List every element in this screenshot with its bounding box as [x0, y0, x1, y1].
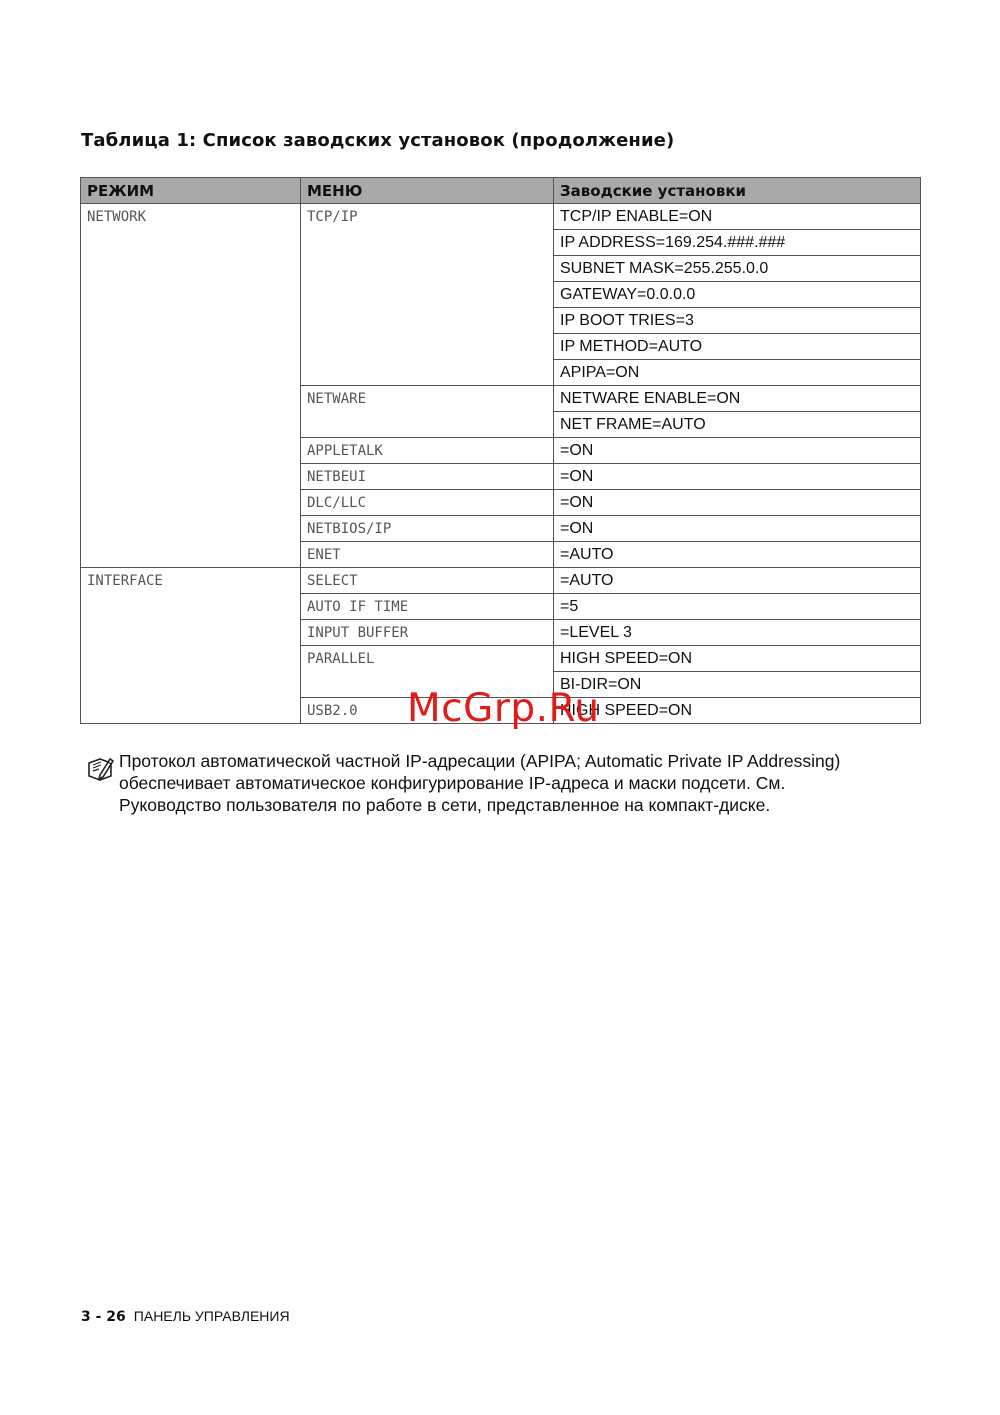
menu-cell-dlcllc: DLC/LLC: [301, 490, 554, 516]
value-cell: =AUTO: [554, 542, 921, 568]
value-cell: =LEVEL 3: [554, 620, 921, 646]
value-cell: =ON: [554, 516, 921, 542]
note-line: Руководство пользователя по работе в сети, представленное на компакт-диске.: [119, 795, 771, 815]
table-header-row: [81, 178, 921, 204]
value-cell: HIGH SPEED=ON: [554, 698, 921, 724]
table-title: Таблица 1: Список заводских установок (продолжение): [81, 130, 675, 151]
value-cell: NETWARE ENABLE=ON: [554, 386, 921, 412]
menu-cell-input-buffer: INPUT BUFFER: [301, 620, 554, 646]
menu-cell-appletalk: APPLETALK: [301, 438, 554, 464]
value-cell: BI-DIR=ON: [554, 672, 921, 698]
menu-cell-enet: ENET: [301, 542, 554, 568]
value-cell: IP BOOT TRIES=3: [554, 308, 921, 334]
value-cell: =ON: [554, 490, 921, 516]
header-factory-settings: Заводские установки: [554, 178, 921, 204]
menu-cell-netbeui: NETBEUI: [301, 464, 554, 490]
value-cell: SUBNET MASK=255.255.0.0: [554, 256, 921, 282]
header-mode: РЕЖИМ: [81, 178, 301, 204]
value-cell: =ON: [554, 464, 921, 490]
table-row: [81, 568, 921, 594]
menu-cell-netware: NETWARE: [301, 386, 554, 438]
menu-cell-netbios: NETBIOS/IP: [301, 516, 554, 542]
value-cell: APIPA=ON: [554, 360, 921, 386]
menu-cell-tcpip: TCP/IP: [301, 204, 554, 386]
note-pencil-icon: [86, 754, 114, 782]
value-cell: =ON: [554, 438, 921, 464]
mode-cell-interface: INTERFACE: [81, 568, 301, 724]
page-number: 3 - 26: [81, 1309, 126, 1325]
factory-settings-table: [80, 177, 921, 724]
value-cell: TCP/IP ENABLE=ON: [554, 204, 921, 230]
note-text: [119, 750, 926, 816]
menu-cell-select: SELECT: [301, 568, 554, 594]
value-cell: NET FRAME=AUTO: [554, 412, 921, 438]
watermark: McGrp.Ru: [407, 686, 600, 731]
menu-cell-usb: USB2.0: [301, 698, 554, 724]
page-footer: [81, 1308, 290, 1325]
value-cell: =AUTO: [554, 568, 921, 594]
note-line: Протокол автоматической частной IP-адресации (APIPA; Automatic Private IP Addressing): [119, 751, 841, 771]
mode-cell-network: NETWORK: [81, 204, 301, 568]
value-cell: =5: [554, 594, 921, 620]
table-row: [81, 204, 921, 230]
value-cell: HIGH SPEED=ON: [554, 646, 921, 672]
value-cell: IP ADDRESS=169.254.###.###: [554, 230, 921, 256]
value-cell: IP METHOD=AUTO: [554, 334, 921, 360]
note-block: [86, 750, 926, 816]
menu-cell-parallel: PARALLEL: [301, 646, 554, 698]
value-cell: GATEWAY=0.0.0.0: [554, 282, 921, 308]
menu-cell-auto-if-time: AUTO IF TIME: [301, 594, 554, 620]
section-name: ПАНЕЛЬ УПРАВЛЕНИЯ: [133, 1308, 290, 1324]
note-line: обеспечивает автоматическое конфигурирование IP-адреса и маски подсети. См.: [119, 773, 786, 793]
header-menu: МЕНЮ: [301, 178, 554, 204]
